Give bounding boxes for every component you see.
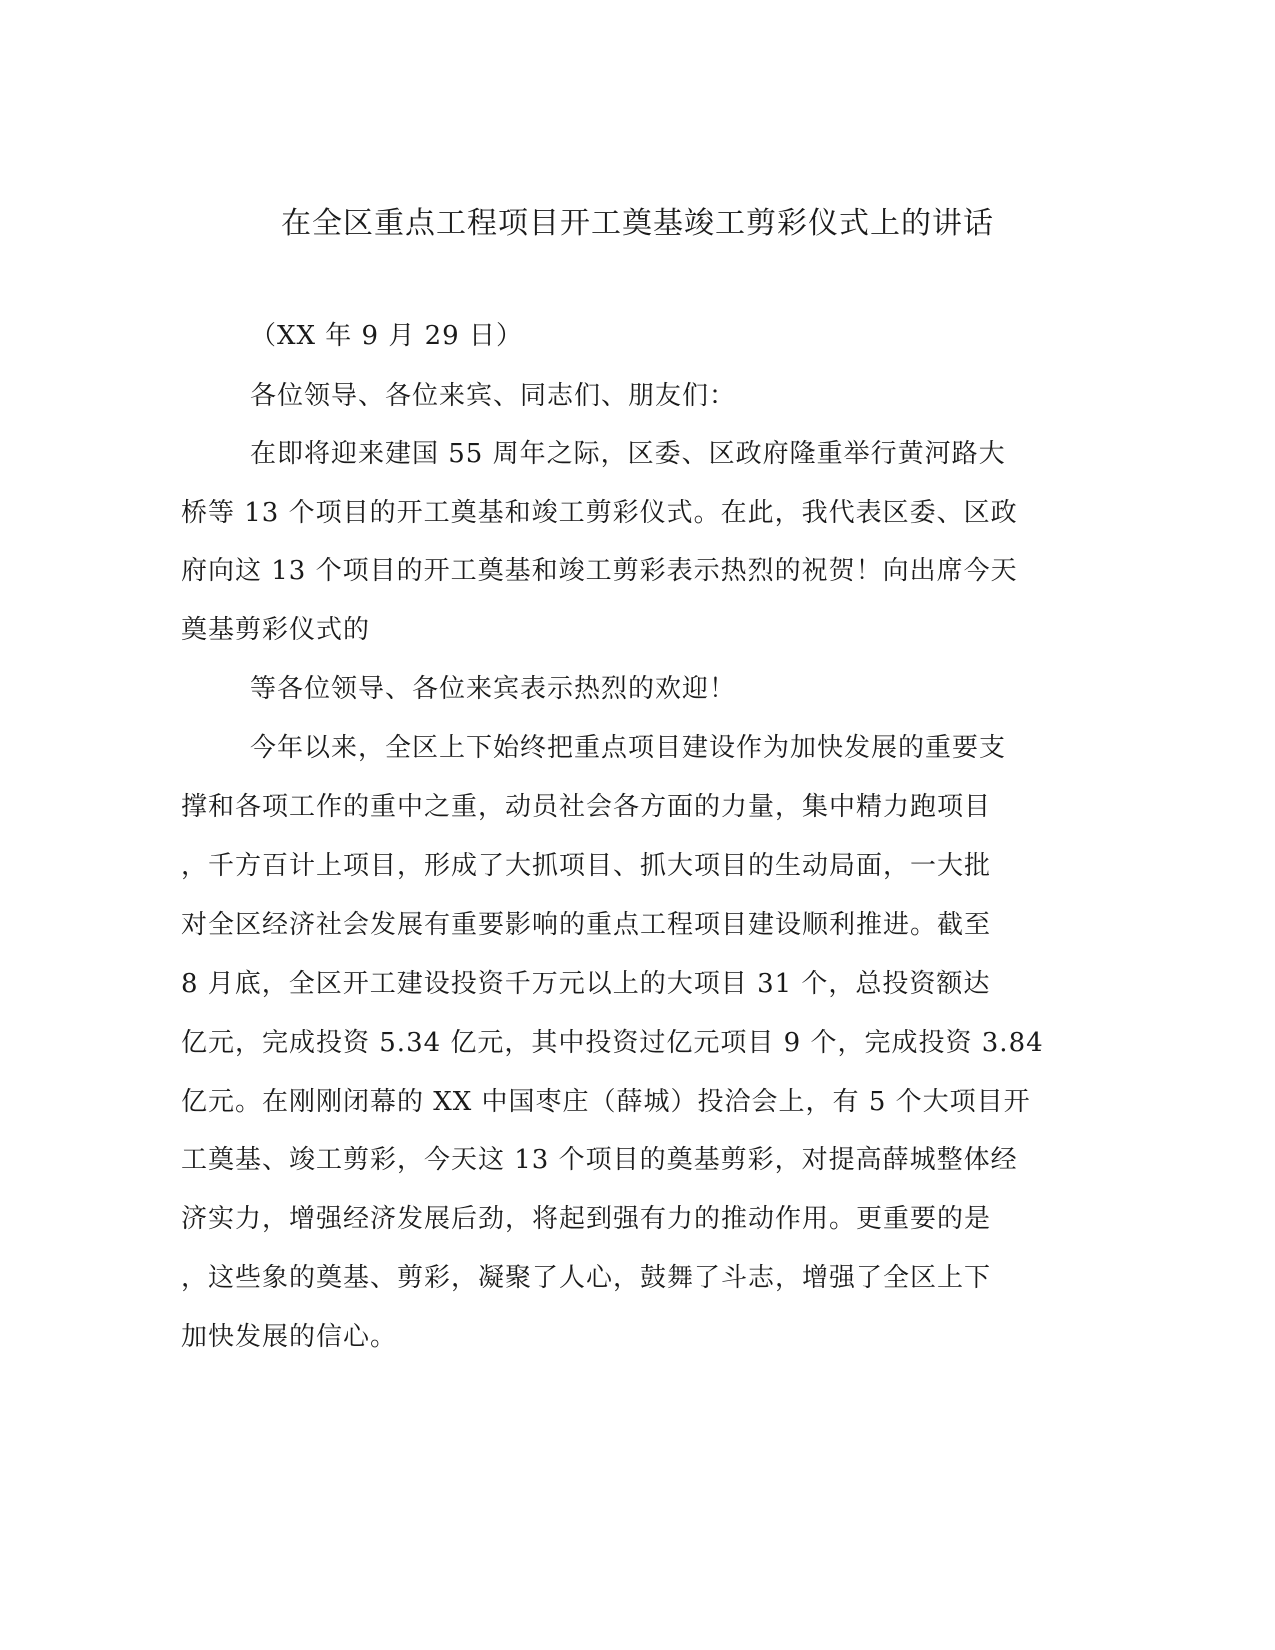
body-line: 府向这 13 个项目的开工奠基和竣工剪彩表示热烈的祝贺！向出席今天 — [181, 556, 1018, 586]
body-line: ，这些象的奠基、剪彩，凝聚了人心，鼓舞了斗志，增强了全区上下 — [181, 1263, 992, 1293]
body-line: 奠基剪彩仪式的 — [181, 615, 371, 645]
body-line: 撑和各项工作的重中之重，动员社会各方面的力量，集中精力跑项目 — [181, 792, 992, 822]
body-line: 8 月底，全区开工建设投资千万元以上的大项目 31 个，总投资额达 — [181, 969, 991, 999]
body-line: 济实力，增强经济发展后劲，将起到强有力的推动作用。更重要的是 — [181, 1204, 992, 1234]
document-title: 在全区重点工程项目开工奠基竣工剪彩仪式上的讲话 — [281, 206, 994, 241]
salutation: 各位领导、各位来宾、同志们、朋友们： — [250, 381, 737, 411]
body-line: ，千方百计上项目，形成了大抓项目、抓大项目的生动局面，一大批 — [181, 851, 992, 881]
body-line: 今年以来，全区上下始终把重点项目建设作为加快发展的重要支 — [250, 733, 1007, 763]
body-line: 对全区经济社会发展有重要影响的重点工程项目建设顺利推进。截至 — [181, 910, 992, 940]
body-line: 在即将迎来建国 55 周年之际，区委、区政府隆重举行黄河路大 — [250, 439, 1006, 469]
date-line: （XX 年 9 月 29 日） — [250, 321, 523, 351]
body-line: 桥等 13 个项目的开工奠基和竣工剪彩仪式。在此，我代表区委、区政 — [181, 498, 1018, 528]
body-line: 等各位领导、各位来宾表示热烈的欢迎！ — [250, 674, 737, 704]
body-line: 工奠基、竣工剪彩，今天这 13 个项目的奠基剪彩，对提高薛城整体经 — [181, 1145, 1018, 1175]
body-line: 亿元。在刚刚闭幕的 XX 中国枣庄（薛城）投洽会上，有 5 个大项目开 — [181, 1087, 1031, 1117]
body-line: 加快发展的信心。 — [181, 1322, 398, 1352]
body-line: 亿元，完成投资 5.34 亿元，其中投资过亿元项目 9 个，完成投资 3.84 — [181, 1028, 1044, 1058]
